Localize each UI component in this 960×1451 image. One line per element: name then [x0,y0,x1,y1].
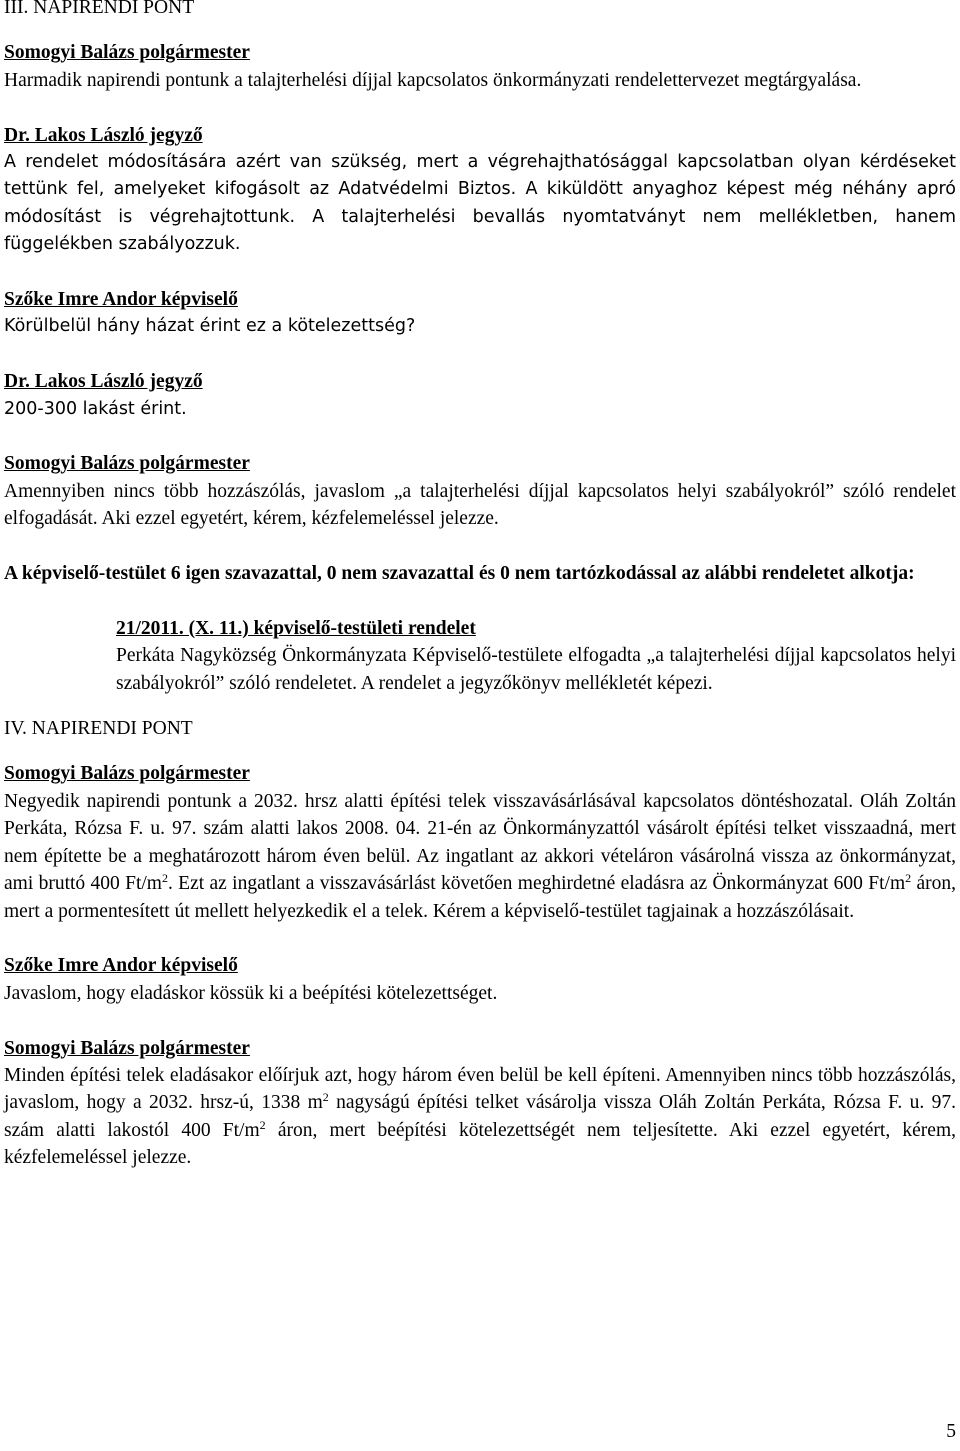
superscript: 2 [259,1117,266,1132]
decree-title: 21/2011. (X. 11.) képviselő-testületi rendelet [116,617,476,639]
superscript: 2 [161,871,168,886]
document-page [4,0,956,1172]
decree-block [116,615,956,697]
decree-text: Perkáta Nagyközség Önkormányzata Képviselő-testülete elfogadta „a talajterhelési díjjal kapcsolatos helyi szabályokról” szóló rendeletet. A rendelet a jegyzőkönyv mellékletét képezi. [116,645,956,694]
speech-text: Körülbelül hány házat érint ez a kötelezettség? [4,316,416,337]
speaker-notary: Dr. Lakos László jegyző [4,371,203,393]
speech-text-part: nagyságú építési telket vásárolja vissza Oláh Zoltán Perkáta, Rózsa F. u. 97. szám alatti lakostól 400 Ft/m [4,1092,956,1141]
speech-text-part: Minden építési telek eladásakor előírjuk azt, hogy három éven belül be kell építeni. Amennyiben nincs több hozzászólás, javaslom, hogy a 2032. hrsz-ú, 1338 m [4,1064,956,1114]
speech-text-part: áron, mert a pormentesített út mellett helyezkedik el a telek. Kérem a képviselő-testület tagjainak a hozzászólásait. [4,873,956,922]
speech-text-part: . Ezt az ingatlant a visszavásárlást követően meghirdetné eladásra az Önkormányzat 600 Ft/m [167,873,906,895]
speaker-notary: Dr. Lakos László jegyző [4,124,203,146]
speaker-representative: Szőke Imre Andor képviselő [4,955,238,977]
speech-text: A rendelet módosítására azért van szükség, mert a végrehajthatósággal kapcsolatban olyan kérdéseket tettünk fel, amelyeket kifogásolt az Adatvédelmi Biztos. A kiküldött anyaghoz képest még néhány apró módosítást is végrehajtottunk. A talajterhelési bevallás nyomtatványt nem mellékletben, hanem függelékben szabályozzuk. [4,152,956,255]
speaker-mayor: Somogyi Balázs polgármester [4,453,250,475]
speaker-mayor: Somogyi Balázs polgármester [4,42,250,64]
section-4-heading: IV. NAPIRENDI PONT [4,718,193,740]
superscript: 2 [322,1090,329,1105]
speech-text [4,1062,956,1172]
superscript: 2 [905,871,912,886]
speech-text: 200-300 lakást érint. [4,398,187,419]
speaker-mayor: Somogyi Balázs polgármester [4,763,250,785]
speech-text-part: Negyedik napirendi pontunk a 2032. hrsz alatti építési telek visszavásárlásával kapcsolatos döntéshozatal. Oláh Zoltán Perkáta, Rózsa F. u. 97. szám alatti lakos 2008. 04. 21-én az Önkormányzattól vásárolt építési telket visszaadná, mert nem építette be a meghatározott három éven belül. Az ingatlant az akkori vételáron vásárolná vissza az önkormányzat, ami bruttó 400 Ft/m [4,790,956,895]
speaker-mayor: Somogyi Balázs polgármester [4,1037,250,1059]
section-3-heading: III. NAPIRENDI PONT [4,0,195,18]
speech-text: Javaslom, hogy eladáskor kössük ki a beépítési kötelezettséget. [4,982,498,1004]
speaker-representative: Szőke Imre Andor képviselő [4,289,238,311]
page-number: 5 [946,1421,956,1442]
speech-text-part: áron, mert beépítési kötelezettségét nem teljesítette. Aki ezzel egyetért, kérem, kézfelemeléssel jelezze. [4,1119,956,1169]
vote-result: A képviselő-testület 6 igen szavazattal, 0 nem szavazattal és 0 nem tartózkodással az alábbi rendeletet alkotja: [4,563,915,585]
speech-text: Amennyiben nincs több hozzászólás, javaslom „a talajterhelési díjjal kapcsolatos helyi szabályokról” szóló rendelet elfogadását. Aki ezzel egyetért, kérem, kézfelemeléssel jelezze. [4,480,956,530]
speech-text [4,788,956,925]
speech-text: Harmadik napirendi pontunk a talajterhelési díjjal kapcsolatos önkormányzati rendelettervezet megtárgyalása. [4,69,862,91]
